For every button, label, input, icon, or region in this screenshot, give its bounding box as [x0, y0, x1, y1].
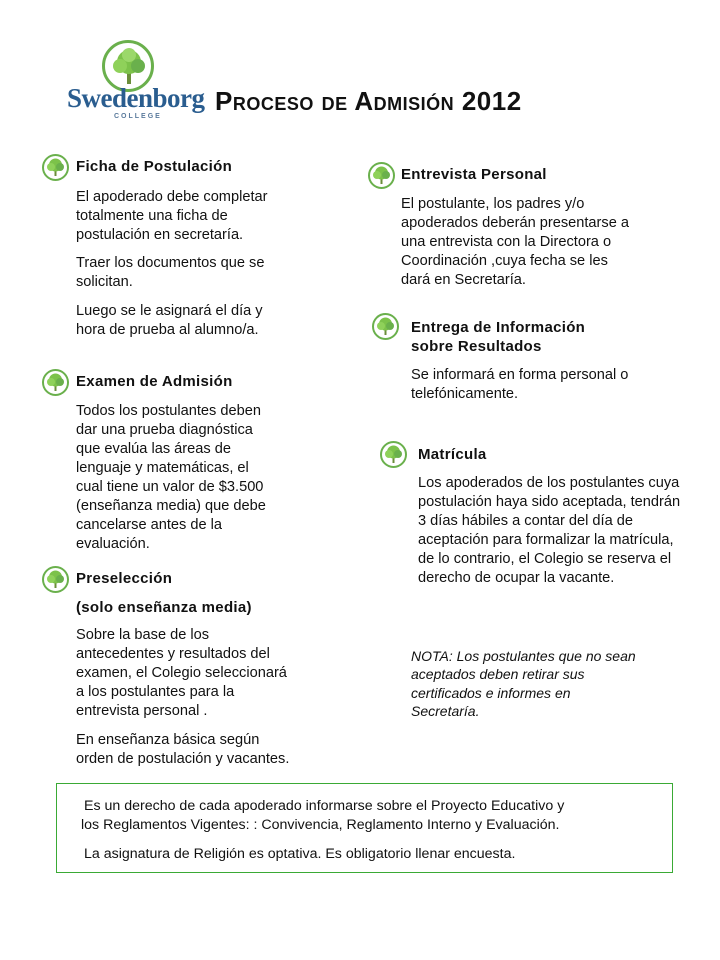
- footer-box: [56, 783, 673, 873]
- nota-line: certificados e informes en: [411, 685, 571, 701]
- section-heading-entrega: sobre Resultados: [411, 338, 542, 355]
- ficha-line: Traer los documentos que se: [76, 255, 265, 271]
- preseleccion-line: a los postulantes para la: [76, 684, 235, 700]
- examen-line: evaluación.: [76, 536, 150, 552]
- ficha-line: totalmente una ficha de: [76, 208, 228, 224]
- section-subheading-preseleccion: (solo enseñanza media): [76, 599, 252, 616]
- nota-line: NOTA: Los postulantes que no sean: [411, 648, 636, 664]
- matricula-line: derecho de ocupar la vacante.: [418, 570, 615, 586]
- section-heading-preseleccion: Preselección: [76, 570, 173, 587]
- preseleccion-line: antecedentes y resultados del: [76, 646, 270, 662]
- examen-line: cual tiene un valor de $3.500: [76, 479, 264, 495]
- examen-line: que evalúa las áreas de: [76, 441, 231, 457]
- nota-line: Secretaría.: [411, 703, 480, 719]
- preseleccion-line: examen, el Colegio seleccionará: [76, 665, 287, 681]
- section-heading-entrega: Entrega de Información: [411, 319, 586, 336]
- nota-line: aceptados deben retirar sus: [411, 666, 585, 682]
- examen-line: dar una prueba diagnóstica: [76, 422, 253, 438]
- matricula-line: 3 días hábiles a contar del día de: [418, 513, 634, 529]
- preseleccion-line: entrevista personal .: [76, 703, 208, 719]
- examen-line: cancelarse antes de la: [76, 517, 223, 533]
- school-logo: [62, 38, 205, 124]
- page-title: Proceso de Admisión 2012: [215, 86, 522, 116]
- entrega-line: telefónicamente.: [411, 386, 519, 402]
- tree-circle-icon: [42, 154, 69, 181]
- footer-line: los Reglamentos Vigentes: : Convivencia, Reglamento Interno y Evaluación.: [81, 817, 560, 833]
- tree-circle-icon: [368, 162, 395, 189]
- entrevista-line: dará en Secretaría.: [401, 272, 526, 288]
- matricula-line: Los apoderados de los postulantes cuya: [418, 475, 680, 491]
- matricula-line: de lo contrario, el Colegio se reserva el: [418, 551, 672, 567]
- section-heading-entrevista: Entrevista Personal: [401, 166, 547, 183]
- tree-circle-icon: [372, 313, 399, 340]
- preseleccion-line: En enseñanza básica según: [76, 732, 260, 748]
- entrevista-line: apoderados deberán presentarse a: [401, 215, 629, 231]
- examen-line: lenguaje y matemáticas, el: [76, 460, 249, 476]
- ficha-line: hora de prueba al alumno/a.: [76, 322, 259, 338]
- logo-wordmark: Swedenborg: [67, 83, 205, 113]
- section-heading-matricula: Matrícula: [418, 446, 487, 463]
- entrevista-line: una entrevista con la Directora o: [401, 234, 612, 250]
- ficha-line: solicitan.: [76, 274, 133, 290]
- ficha-line: El apoderado debe completar: [76, 189, 268, 205]
- footer-line: Es un derecho de cada apoderado informarse sobre el Proyecto Educativo y: [84, 798, 565, 814]
- matricula-line: aceptación para formalizar la matrícula,: [418, 532, 674, 548]
- tree-circle-icon: [42, 369, 69, 396]
- preseleccion-line: Sobre la base de los: [76, 627, 210, 643]
- section-heading-ficha: Ficha de Postulación: [76, 158, 233, 175]
- examen-line: (enseñanza media) que debe: [76, 498, 266, 514]
- entrevista-line: Coordinación ,cuya fecha se les: [401, 253, 608, 269]
- preseleccion-line: orden de postulación y vacantes.: [76, 751, 290, 767]
- tree-circle-icon: [380, 441, 407, 468]
- matricula-line: postulación haya sido aceptada, tendrán: [418, 494, 681, 510]
- footer-line: La asignatura de Religión es optativa. Es obligatorio llenar encuesta.: [84, 846, 516, 862]
- entrevista-line: El postulante, los padres y/o: [401, 196, 585, 212]
- examen-line: Todos los postulantes deben: [76, 403, 261, 419]
- logo-subtitle: COLLEGE: [114, 113, 162, 120]
- tree-circle-icon: [42, 566, 69, 593]
- ficha-line: postulación en secretaría.: [76, 227, 244, 243]
- entrega-line: Se informará en forma personal o: [411, 367, 629, 383]
- section-heading-examen: Examen de Admisión: [76, 373, 233, 390]
- ficha-line: Luego se le asignará el día y: [76, 303, 263, 319]
